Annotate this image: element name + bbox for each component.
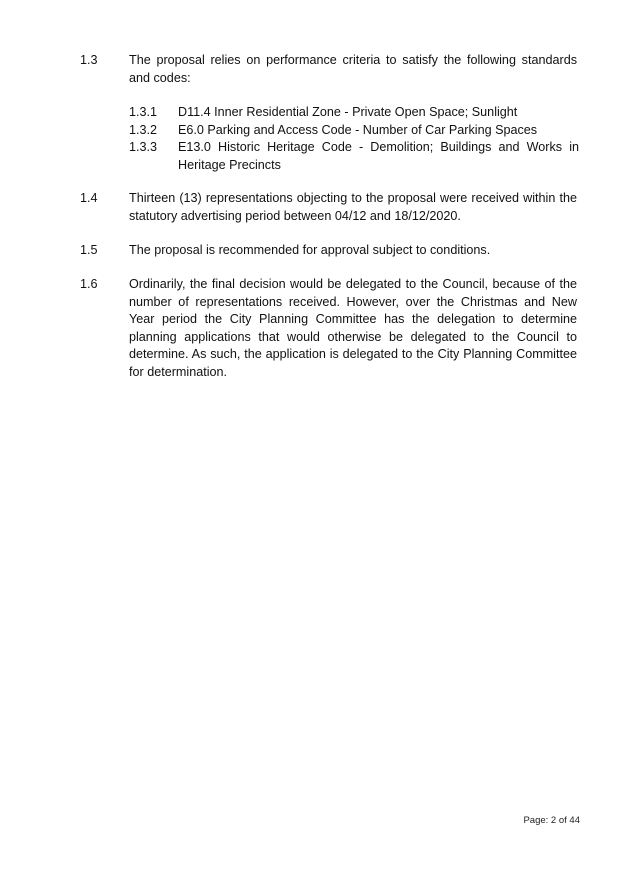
paragraph-number: 1.3 xyxy=(80,53,98,67)
list-item-number: 1.3.1 xyxy=(129,105,158,119)
paragraph-number: 1.5 xyxy=(80,243,98,257)
paragraph-text: Ordinarily, the final decision would be delegated to the Council, because of the number of representations received. However, over the Christmas and New Year period the City Planning Committee has the delegation to determine planning applications that would otherwise be delegated to the Council to determine. As such, the application is delegated to the City Planning Committee for determination. xyxy=(129,277,577,379)
list-item-number: 1.3.2 xyxy=(129,122,158,137)
list-item xyxy=(129,139,579,174)
paragraph-text: The proposal is recommended for approval subject to conditions. xyxy=(129,243,491,257)
list-item-text: D11.4 Inner Residential Zone - Private Open Space; Sunlight xyxy=(178,105,518,119)
page-number: Page: 2 of 44 xyxy=(523,815,580,826)
standards-list xyxy=(129,104,579,174)
list-item xyxy=(129,122,579,140)
list-item-text: E6.0 Parking and Access Code - Number of Car Parking Spaces xyxy=(178,122,538,137)
list-item-number: 1.3.3 xyxy=(129,140,158,154)
paragraph-text: The proposal relies on performance criteria to satisfy the following standards and codes: xyxy=(129,53,577,85)
list-item-text: E13.0 Historic Heritage Code - Demolition; Buildings and Works in Heritage Precincts xyxy=(178,140,579,172)
paragraph-number: 1.4 xyxy=(80,191,98,205)
paragraph-number: 1.6 xyxy=(80,277,98,291)
list-item xyxy=(129,104,579,122)
paragraph-text: Thirteen (13) representations objecting to the proposal were received within the statutory advertising period between 04/12 and 18/12/2020. xyxy=(129,191,577,223)
